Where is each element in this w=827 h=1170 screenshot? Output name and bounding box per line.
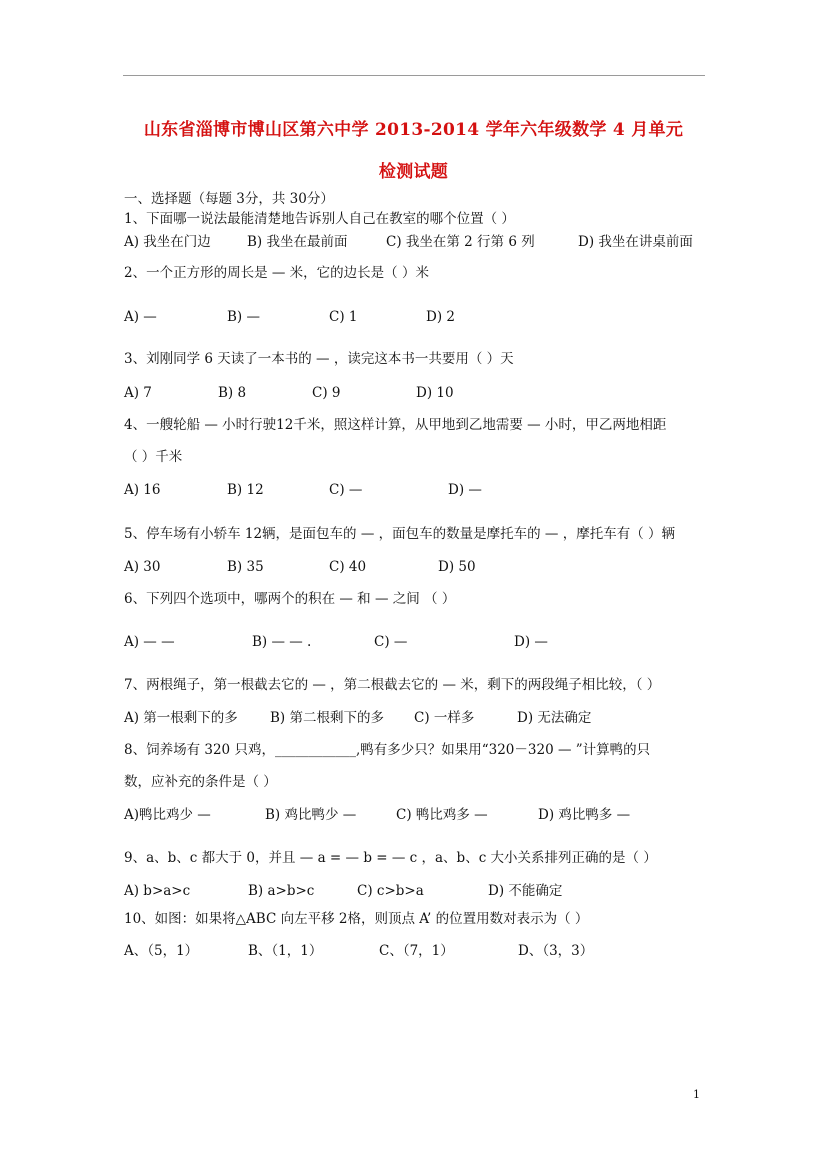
option-d: D) 鸡比鸭多 —	[538, 807, 631, 823]
option-a: A) 我坐在门边	[124, 234, 211, 250]
question-5-stem: 5、停车场有小轿车 12辆，是面包车的 — ，面包车的数量是摩托车的 — ，摩托车有（ ）辆	[124, 526, 676, 542]
question-4-stem-line2: （ ）千米	[124, 449, 183, 465]
option-b: B) 35	[227, 559, 264, 575]
option-d: D) —	[514, 634, 548, 650]
section-heading: 一、选择题（每题 3分，共 30分）	[124, 191, 334, 207]
option-b: B) 我坐在最前面	[247, 234, 348, 250]
option-c: C) 我坐在第 2 行第 6 列	[386, 234, 535, 250]
option-b: B) 12	[227, 482, 264, 498]
option-c: C、（7，1）	[379, 943, 454, 959]
option-d: D) 我坐在讲桌前面	[578, 234, 693, 250]
option-b: B) — — .	[252, 634, 312, 650]
option-b: B) 8	[218, 385, 247, 401]
option-a: A) —	[124, 309, 157, 325]
option-b: B) —	[227, 309, 260, 325]
question-8-stem-line1: 8、饲养场有 320 只鸡，____________,鸭有多少只？如果用“320－320 — ”计算鸭的只	[124, 742, 651, 758]
option-d: D) 50	[438, 559, 476, 575]
option-a: A) b>a>c	[124, 883, 191, 899]
question-9-stem: 9、a、b、c 都大于 0，并且 — a = — b = — c ，a、b、c 大小关系排列正确的是（ ）	[124, 850, 657, 866]
question-1-stem: 1、下面哪一说法最能清楚地告诉别人自己在教室的哪个位置（ ）	[124, 211, 515, 227]
option-b: B) 第二根剩下的多	[270, 710, 384, 726]
option-b: B) a>b>c	[248, 883, 315, 899]
question-10-stem: 10、如图：如果将△ABC 向左平移 2格，则顶点 A’ 的位置用数对表示为（ ）	[124, 911, 589, 927]
option-d: D) 无法确定	[517, 710, 592, 726]
option-c: C) 一样多	[414, 710, 475, 726]
question-8-stem-line2: 数，应补充的条件是（ ）	[124, 774, 277, 790]
option-b: B、（1，1）	[248, 943, 323, 959]
document-title-line1: 山东省淄博市博山区第六中学 2013-2014 学年六年级数学 4 月单元	[143, 120, 684, 140]
option-a: A) 16	[124, 482, 161, 498]
option-c: C) 鸭比鸡多 —	[396, 807, 488, 823]
question-6-stem: 6、下列四个选项中，哪两个的积在 — 和 — 之间 （ ）	[124, 591, 456, 607]
question-7-stem: 7、两根绳子，第一根截去它的 — ，第二根截去它的 — 米，剩下的两段绳子相比较，（ ）	[124, 677, 661, 693]
option-c: C) —	[329, 482, 363, 498]
option-c: C) 9	[312, 385, 341, 401]
option-c: C) —	[374, 634, 408, 650]
option-c: C) c>b>a	[357, 883, 424, 899]
header-rule	[123, 75, 705, 76]
option-a: A) 7	[124, 385, 152, 401]
question-4-stem-line1: 4、一艘轮船 — 小时行驶12千米，照这样计算，从甲地到乙地需要 — 小时，甲乙两地相距	[124, 417, 667, 433]
option-a: A) 第一根剩下的多	[124, 710, 238, 726]
document-title-line2: 检测试题	[378, 162, 449, 182]
question-3-stem: 3、刘刚同学 6 天读了一本书的 — ，读完这本书一共要用（ ）天	[124, 351, 514, 367]
option-d: D) —	[448, 482, 482, 498]
question-2-stem: 2、一个正方形的周长是 — 米，它的边长是（ ）米	[124, 265, 429, 281]
option-a: A) 30	[124, 559, 161, 575]
option-a: A)鸭比鸡少 —	[124, 807, 211, 823]
option-c: C) 1	[329, 309, 358, 325]
option-d: D) 不能确定	[488, 883, 563, 899]
option-d: D、（3，3）	[518, 943, 594, 959]
page-number: 1	[693, 1088, 700, 1101]
option-c: C) 40	[329, 559, 367, 575]
option-d: D) 10	[416, 385, 454, 401]
option-a: A、（5，1）	[124, 943, 199, 959]
option-b: B) 鸡比鸭少 —	[265, 807, 357, 823]
option-a: A) — —	[124, 634, 175, 650]
option-d: D) 2	[426, 309, 455, 325]
